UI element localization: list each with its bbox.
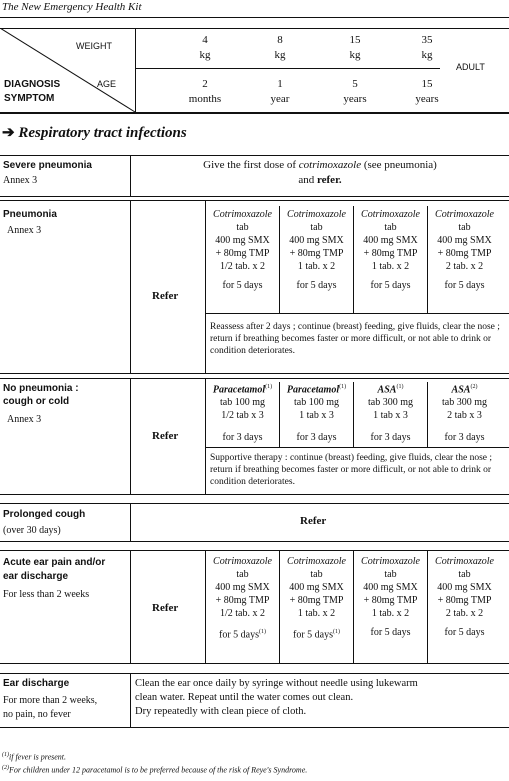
row-divider — [130, 673, 131, 728]
form: tab — [310, 569, 323, 580]
form: tab — [384, 569, 397, 580]
duration: for 5 days — [370, 627, 411, 638]
drug-name: Paracetamol — [286, 384, 340, 396]
diagnosis-label: DIAGNOSIS — [4, 79, 61, 90]
strength: 400 mg SMX — [289, 582, 344, 593]
dose: 1 tab. x 2 — [371, 608, 410, 619]
dose-cell — [428, 381, 501, 444]
dose: 1 tab. x 2 — [371, 261, 410, 272]
age-unit: years — [415, 93, 439, 105]
dose-note-rule — [205, 313, 509, 314]
footnote-ref: (1) — [259, 629, 266, 635]
footnote-text: if fever is present. — [9, 752, 67, 762]
section-title — [2, 123, 187, 142]
section-title-text: Respiratory tract infections — [18, 125, 187, 141]
row-rule — [0, 541, 509, 542]
dose: 2 tab. x 2 — [445, 261, 484, 272]
dose: 1/2 tab x 3 — [221, 410, 264, 422]
dose-cell — [354, 381, 427, 444]
row-rule — [0, 155, 509, 156]
row-divider — [130, 200, 131, 374]
dose-cell — [354, 208, 427, 292]
row-subtitle: no pain, no fever — [3, 709, 71, 720]
arrow-right-icon: ➔ — [2, 125, 15, 141]
age-col-3 — [330, 77, 380, 107]
row-rule — [0, 196, 509, 197]
age-unit: year — [270, 93, 290, 105]
dose-cell — [280, 381, 353, 444]
strength: tab 300 mg — [368, 397, 413, 409]
strength: 400 mg SMX — [289, 235, 344, 246]
strength: 400 mg SMX — [215, 235, 270, 246]
row-title: Prolonged cough — [3, 509, 86, 520]
age-label: AGE — [97, 79, 117, 89]
row-divider — [130, 378, 131, 495]
page-header-title: The New Emergency Health Kit — [2, 1, 142, 13]
age-value: 1 — [277, 78, 283, 90]
refer-label: Refer — [300, 515, 327, 527]
strength: + 80mg TMP — [289, 595, 344, 606]
row-subtitle: For less than 2 weeks — [3, 589, 90, 600]
duration: for 5 days — [444, 280, 485, 291]
row-divider — [130, 550, 131, 664]
strength: + 80mg TMP — [363, 248, 418, 259]
duration: for 5 days — [370, 280, 411, 291]
dose-note-rule — [205, 447, 509, 448]
dose-cell — [280, 555, 353, 641]
footnote-marker: (2) — [2, 765, 9, 771]
severe-instruction — [131, 158, 509, 188]
drug-name: Cotrimoxazole — [287, 209, 346, 220]
footnote-ref: (1) — [265, 384, 273, 390]
footnote-ref: (1) — [333, 629, 340, 635]
duration: for 3 days — [444, 432, 485, 444]
dose-cell — [206, 381, 279, 444]
row-title: Ear discharge — [3, 678, 70, 689]
weight-unit: kg — [349, 49, 361, 61]
row-rule — [0, 727, 509, 728]
adult-label: ADULT — [456, 62, 485, 72]
drug-name: Cotrimoxazole — [361, 209, 420, 220]
duration: for 5 days — [293, 629, 333, 641]
strength: + 80mg TMP — [437, 595, 492, 606]
age-unit: months — [188, 93, 222, 105]
strength: + 80mg TMP — [215, 248, 270, 259]
weight-col-2 — [260, 33, 300, 63]
drug-name: Cotrimoxazole — [213, 209, 272, 220]
weight-col-4 — [407, 33, 447, 63]
row-title: Severe pneumonia — [3, 160, 92, 171]
duration: for 5 days — [219, 629, 259, 641]
row-subtitle: Annex 3 — [3, 175, 38, 186]
dose-cell — [428, 555, 501, 639]
form: tab — [310, 222, 323, 233]
weight-col-1 — [185, 33, 225, 63]
form: tab — [458, 222, 471, 233]
drug-name: ASA — [451, 384, 471, 396]
row-subtitle: (over 30 days) — [3, 525, 61, 536]
duration: for 5 days — [222, 280, 263, 291]
row-title: cough or cold — [3, 396, 70, 407]
row-divider — [130, 503, 131, 542]
age-col-2 — [255, 77, 305, 107]
strength: 400 mg SMX — [215, 582, 270, 593]
row-rule — [0, 378, 509, 379]
drug-name: cotrimoxazole — [298, 159, 362, 171]
drug-name: Cotrimoxazole — [435, 556, 494, 567]
weight-value: 4 — [202, 34, 208, 46]
footnote-marker: (1) — [2, 752, 9, 758]
drug-name: Cotrimoxazole — [361, 556, 420, 567]
row-title: ear discharge — [3, 571, 69, 582]
duration: for 5 days — [444, 627, 485, 638]
weight-value: 8 — [277, 34, 283, 46]
ear-discharge-instructions — [135, 677, 507, 719]
drug-name: Paracetamol — [212, 384, 266, 396]
form: tab — [384, 222, 397, 233]
form: tab — [236, 569, 249, 580]
header-rule — [0, 17, 509, 18]
weight-unit: kg — [421, 49, 433, 61]
symptom-label: SYMPTOM — [4, 93, 55, 104]
dose: 1 tab. x 2 — [297, 608, 336, 619]
refer-text: refer. — [316, 174, 342, 186]
strength: + 80mg TMP — [215, 595, 270, 606]
row-title: Acute ear pain and/or — [3, 557, 106, 568]
dose-cell — [206, 555, 279, 641]
instruction-text: and — [298, 174, 317, 186]
age-col-4 — [402, 77, 452, 107]
weight-col-3 — [335, 33, 375, 63]
strength: + 80mg TMP — [437, 248, 492, 259]
row-rule — [0, 550, 509, 551]
strength: 400 mg SMX — [363, 582, 418, 593]
row-subtitle: For more than 2 weeks, — [3, 695, 98, 706]
drug-name: Cotrimoxazole — [287, 556, 346, 567]
drug-name: Cotrimoxazole — [213, 556, 272, 567]
age-col-1 — [180, 77, 230, 107]
age-value: 2 — [202, 78, 208, 90]
dose: 2 tab x 3 — [447, 410, 482, 422]
refer-label: Refer — [152, 602, 179, 614]
row-subtitle: Annex 3 — [7, 414, 42, 425]
strength: 400 mg SMX — [437, 235, 492, 246]
form: tab — [458, 569, 471, 580]
form: tab — [236, 222, 249, 233]
refer-label: Refer — [152, 430, 179, 442]
row-title: Pneumonia — [3, 209, 57, 220]
strength: 400 mg SMX — [363, 235, 418, 246]
weight-label: WEIGHT — [76, 41, 112, 51]
weight-unit: kg — [199, 49, 211, 61]
weight-value: 35 — [421, 34, 433, 46]
dose: 1 tab. x 2 — [297, 261, 336, 272]
duration: for 3 days — [370, 432, 411, 444]
strength: tab 300 mg — [442, 397, 487, 409]
duration: for 3 days — [222, 432, 263, 444]
strength: + 80mg TMP — [289, 248, 344, 259]
age-value: 5 — [352, 78, 358, 90]
duration: for 3 days — [296, 432, 337, 444]
weight-unit: kg — [274, 49, 286, 61]
row-rule — [0, 200, 509, 201]
supportive-note: Supportive therapy : continue (breast) feeding, give fluids, clear the nose ; return if breathing becomes faster or more difficult, or not able to drink or condition deteriorates. — [210, 453, 493, 487]
dose: 1 tab x 3 — [299, 410, 334, 422]
instruction-text: Give the first dose of — [203, 159, 299, 171]
footnote-ref: (1) — [339, 384, 347, 390]
row-rule — [0, 373, 509, 374]
dose-cell — [428, 208, 501, 292]
footnote — [2, 750, 66, 763]
row-rule — [0, 494, 509, 495]
reassess-note: Reassess after 2 days ; continue (breast) feeding, give fluids, clear the nose ; return if breathing becomes faster or more difficult, or not able to drink or condition deteriorates. — [210, 322, 500, 356]
age-unit: years — [343, 93, 367, 105]
refer-label: Refer — [152, 290, 179, 302]
dose: 2 tab. x 2 — [445, 608, 484, 619]
instruction-line: Clean the ear once daily by syringe without needle using lukewarm — [135, 678, 418, 689]
row-subtitle: Annex 3 — [7, 225, 42, 236]
strength: tab 100 mg — [220, 397, 265, 409]
dose: 1/2 tab. x 2 — [220, 608, 265, 619]
instruction-line: clean water. Repeat until the water comes out clean. — [135, 692, 354, 703]
strength: + 80mg TMP — [363, 595, 418, 606]
dose-cell — [354, 555, 427, 639]
footnote-text: For children under 12 paracetamol is to be preferred because of the risk of Reye's Syndrome. — [9, 765, 308, 775]
row-title: No pneumonia : — [3, 383, 79, 394]
strength: tab 100 mg — [294, 397, 339, 409]
duration: for 5 days — [296, 280, 337, 291]
strength: 400 mg SMX — [437, 582, 492, 593]
instruction-text: (see pneumonia) — [361, 159, 437, 171]
row-rule — [0, 663, 509, 664]
dose: 1 tab x 3 — [373, 410, 408, 422]
dose-cell — [206, 208, 279, 292]
dose: 1/2 tab. x 2 — [220, 261, 265, 272]
age-value: 15 — [421, 78, 433, 90]
drug-name: Cotrimoxazole — [435, 209, 494, 220]
footnote — [2, 763, 307, 776]
footnote-ref: (2) — [470, 384, 478, 390]
dose-cell — [280, 208, 353, 292]
instruction-line: Dry repeatedly with clean piece of cloth. — [135, 706, 307, 717]
row-rule — [0, 673, 509, 674]
footnote-ref: (1) — [396, 384, 404, 390]
weight-value: 15 — [349, 34, 361, 46]
drug-name: ASA — [377, 384, 397, 396]
row-rule — [0, 503, 509, 504]
weight-age-divider — [135, 68, 440, 69]
